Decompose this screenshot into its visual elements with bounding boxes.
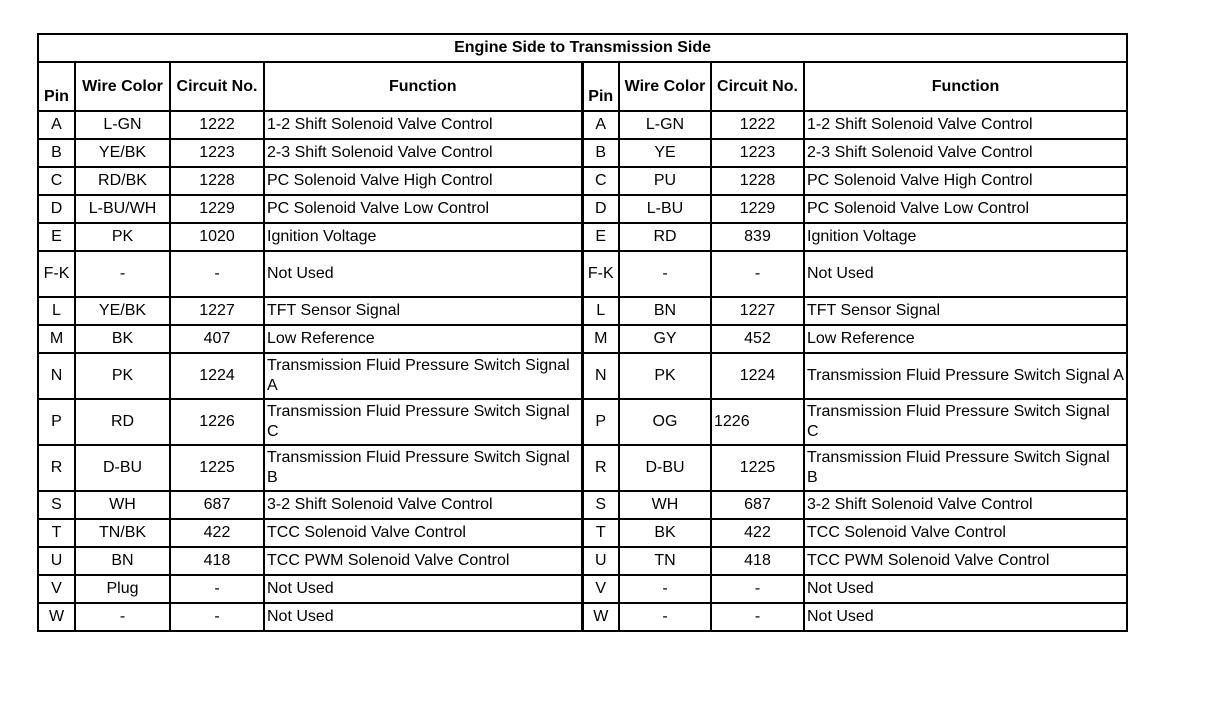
transmission-pin-cell: P <box>582 399 619 445</box>
table-row <box>38 195 1127 223</box>
table-row <box>38 519 1127 547</box>
transmission-circuit-cell: 1226 <box>711 399 804 445</box>
transmission-pin-cell: C <box>582 167 619 195</box>
transmission-wire-color-cell: L-GN <box>619 111 711 139</box>
engine-circuit-cell: 1226 <box>170 399 264 445</box>
transmission-function-cell: Ignition Voltage <box>804 223 1127 251</box>
transmission-wire-color-cell: YE <box>619 139 711 167</box>
transmission-wire-color-cell: PK <box>619 353 711 399</box>
engine-function-cell: 3-2 Shift Solenoid Valve Control <box>264 491 582 519</box>
engine-function-cell: TCC Solenoid Valve Control <box>264 519 582 547</box>
header-circuit-no-transmission: Circuit No. <box>711 62 804 111</box>
transmission-function-cell: 3-2 Shift Solenoid Valve Control <box>804 491 1127 519</box>
engine-pin-cell: T <box>38 519 75 547</box>
table-row <box>38 547 1127 575</box>
pinout-table <box>37 33 1128 632</box>
engine-wire-color-cell: L-BU/WH <box>75 195 170 223</box>
transmission-pin-cell: D <box>582 195 619 223</box>
engine-pin-cell: D <box>38 195 75 223</box>
transmission-function-cell: Not Used <box>804 575 1127 603</box>
engine-wire-color-cell: BN <box>75 547 170 575</box>
transmission-wire-color-cell: - <box>619 575 711 603</box>
transmission-pin-cell: N <box>582 353 619 399</box>
engine-pin-cell: N <box>38 353 75 399</box>
engine-function-cell: Transmission Fluid Pressure Switch Signal A <box>264 353 582 399</box>
engine-pin-cell: B <box>38 139 75 167</box>
engine-pin-cell: R <box>38 445 75 491</box>
engine-function-cell: Not Used <box>264 603 582 631</box>
engine-wire-color-cell: YE/BK <box>75 297 170 325</box>
engine-pin-cell: L <box>38 297 75 325</box>
engine-function-cell: PC Solenoid Valve High Control <box>264 167 582 195</box>
engine-pin-cell: W <box>38 603 75 631</box>
transmission-circuit-cell: - <box>711 603 804 631</box>
transmission-wire-color-cell: BK <box>619 519 711 547</box>
transmission-circuit-cell: - <box>711 575 804 603</box>
transmission-pin-cell: R <box>582 445 619 491</box>
transmission-function-cell: TCC PWM Solenoid Valve Control <box>804 547 1127 575</box>
transmission-circuit-cell: 1225 <box>711 445 804 491</box>
engine-wire-color-cell: D-BU <box>75 445 170 491</box>
header-pin-transmission: Pin <box>582 62 619 111</box>
table-row <box>38 167 1127 195</box>
transmission-circuit-cell: 452 <box>711 325 804 353</box>
engine-pin-cell: U <box>38 547 75 575</box>
engine-pin-cell: S <box>38 491 75 519</box>
engine-circuit-cell: - <box>170 251 264 297</box>
transmission-wire-color-cell: TN <box>619 547 711 575</box>
header-pin-engine: Pin <box>38 62 75 111</box>
table-row <box>38 603 1127 631</box>
transmission-pin-cell: M <box>582 325 619 353</box>
table-row <box>38 111 1127 139</box>
engine-circuit-cell: 1228 <box>170 167 264 195</box>
engine-circuit-cell: 1222 <box>170 111 264 139</box>
engine-circuit-cell: 1224 <box>170 353 264 399</box>
engine-function-cell: Transmission Fluid Pressure Switch Signal C <box>264 399 582 445</box>
table-row <box>38 491 1127 519</box>
engine-function-cell: TFT Sensor Signal <box>264 297 582 325</box>
transmission-circuit-cell: 422 <box>711 519 804 547</box>
engine-wire-color-cell: - <box>75 251 170 297</box>
transmission-circuit-cell: 839 <box>711 223 804 251</box>
transmission-circuit-cell: 1228 <box>711 167 804 195</box>
transmission-circuit-cell: 1227 <box>711 297 804 325</box>
transmission-function-cell: PC Solenoid Valve Low Control <box>804 195 1127 223</box>
table-title: Engine Side to Transmission Side <box>38 34 1127 62</box>
engine-circuit-cell: 687 <box>170 491 264 519</box>
transmission-circuit-cell: 687 <box>711 491 804 519</box>
engine-wire-color-cell: PK <box>75 223 170 251</box>
transmission-wire-color-cell: - <box>619 251 711 297</box>
transmission-function-cell: Not Used <box>804 603 1127 631</box>
table-row <box>38 251 1127 297</box>
engine-wire-color-cell: TN/BK <box>75 519 170 547</box>
engine-pin-cell: M <box>38 325 75 353</box>
transmission-circuit-cell: 1223 <box>711 139 804 167</box>
header-function-engine: Function <box>264 62 582 111</box>
transmission-wire-color-cell: BN <box>619 297 711 325</box>
engine-pin-cell: A <box>38 111 75 139</box>
transmission-wire-color-cell: WH <box>619 491 711 519</box>
transmission-wire-color-cell: L-BU <box>619 195 711 223</box>
engine-wire-color-cell: - <box>75 603 170 631</box>
engine-wire-color-cell: RD/BK <box>75 167 170 195</box>
transmission-wire-color-cell: GY <box>619 325 711 353</box>
engine-circuit-cell: 1223 <box>170 139 264 167</box>
engine-wire-color-cell: Plug <box>75 575 170 603</box>
engine-function-cell: Not Used <box>264 575 582 603</box>
transmission-pin-cell: L <box>582 297 619 325</box>
transmission-function-cell: Low Reference <box>804 325 1127 353</box>
table-row <box>38 139 1127 167</box>
engine-function-cell: 2-3 Shift Solenoid Valve Control <box>264 139 582 167</box>
transmission-circuit-cell: 1229 <box>711 195 804 223</box>
engine-circuit-cell: 418 <box>170 547 264 575</box>
engine-circuit-cell: 422 <box>170 519 264 547</box>
table-row <box>38 575 1127 603</box>
transmission-pin-cell: W <box>582 603 619 631</box>
engine-function-cell: TCC PWM Solenoid Valve Control <box>264 547 582 575</box>
transmission-function-cell: 2-3 Shift Solenoid Valve Control <box>804 139 1127 167</box>
header-wire-color-transmission: Wire Color <box>619 62 711 111</box>
engine-circuit-cell: - <box>170 575 264 603</box>
transmission-circuit-cell: 1222 <box>711 111 804 139</box>
transmission-pin-cell: B <box>582 139 619 167</box>
engine-function-cell: Low Reference <box>264 325 582 353</box>
engine-pin-cell: V <box>38 575 75 603</box>
transmission-wire-color-cell: D-BU <box>619 445 711 491</box>
engine-circuit-cell: 1020 <box>170 223 264 251</box>
transmission-function-cell: PC Solenoid Valve High Control <box>804 167 1127 195</box>
transmission-function-cell: TCC Solenoid Valve Control <box>804 519 1127 547</box>
engine-wire-color-cell: RD <box>75 399 170 445</box>
engine-function-cell: Transmission Fluid Pressure Switch Signal B <box>264 445 582 491</box>
transmission-pin-cell: V <box>582 575 619 603</box>
header-wire-color-engine: Wire Color <box>75 62 170 111</box>
table-row <box>38 297 1127 325</box>
engine-circuit-cell: 407 <box>170 325 264 353</box>
transmission-pin-cell: A <box>582 111 619 139</box>
transmission-circuit-cell: 1224 <box>711 353 804 399</box>
table-row <box>38 223 1127 251</box>
engine-function-cell: PC Solenoid Valve Low Control <box>264 195 582 223</box>
transmission-wire-color-cell: OG <box>619 399 711 445</box>
pinout-rows <box>38 111 1127 631</box>
transmission-pin-cell: F-K <box>582 251 619 297</box>
engine-wire-color-cell: YE/BK <box>75 139 170 167</box>
transmission-function-cell: Not Used <box>804 251 1127 297</box>
transmission-wire-color-cell: PU <box>619 167 711 195</box>
transmission-function-cell: Transmission Fluid Pressure Switch Signal B <box>804 445 1127 491</box>
engine-circuit-cell: 1225 <box>170 445 264 491</box>
engine-pin-cell: F-K <box>38 251 75 297</box>
transmission-function-cell: Transmission Fluid Pressure Switch Signal A <box>804 353 1127 399</box>
table-row <box>38 353 1127 399</box>
engine-function-cell: Not Used <box>264 251 582 297</box>
engine-wire-color-cell: PK <box>75 353 170 399</box>
engine-circuit-cell: 1227 <box>170 297 264 325</box>
transmission-pin-cell: T <box>582 519 619 547</box>
engine-function-cell: Ignition Voltage <box>264 223 582 251</box>
engine-circuit-cell: 1229 <box>170 195 264 223</box>
transmission-function-cell: 1-2 Shift Solenoid Valve Control <box>804 111 1127 139</box>
engine-pin-cell: P <box>38 399 75 445</box>
header-circuit-no-engine: Circuit No. <box>170 62 264 111</box>
header-function-transmission: Function <box>804 62 1127 111</box>
table-row <box>38 399 1127 445</box>
engine-pin-cell: E <box>38 223 75 251</box>
transmission-function-cell: Transmission Fluid Pressure Switch Signal C <box>804 399 1127 445</box>
engine-wire-color-cell: WH <box>75 491 170 519</box>
transmission-circuit-cell: - <box>711 251 804 297</box>
engine-pin-cell: C <box>38 167 75 195</box>
table-row <box>38 445 1127 491</box>
table-row <box>38 325 1127 353</box>
transmission-function-cell: TFT Sensor Signal <box>804 297 1127 325</box>
transmission-pin-cell: S <box>582 491 619 519</box>
engine-wire-color-cell: BK <box>75 325 170 353</box>
transmission-pin-cell: E <box>582 223 619 251</box>
engine-function-cell: 1-2 Shift Solenoid Valve Control <box>264 111 582 139</box>
transmission-wire-color-cell: - <box>619 603 711 631</box>
transmission-pin-cell: U <box>582 547 619 575</box>
transmission-circuit-cell: 418 <box>711 547 804 575</box>
engine-circuit-cell: - <box>170 603 264 631</box>
transmission-wire-color-cell: RD <box>619 223 711 251</box>
engine-wire-color-cell: L-GN <box>75 111 170 139</box>
